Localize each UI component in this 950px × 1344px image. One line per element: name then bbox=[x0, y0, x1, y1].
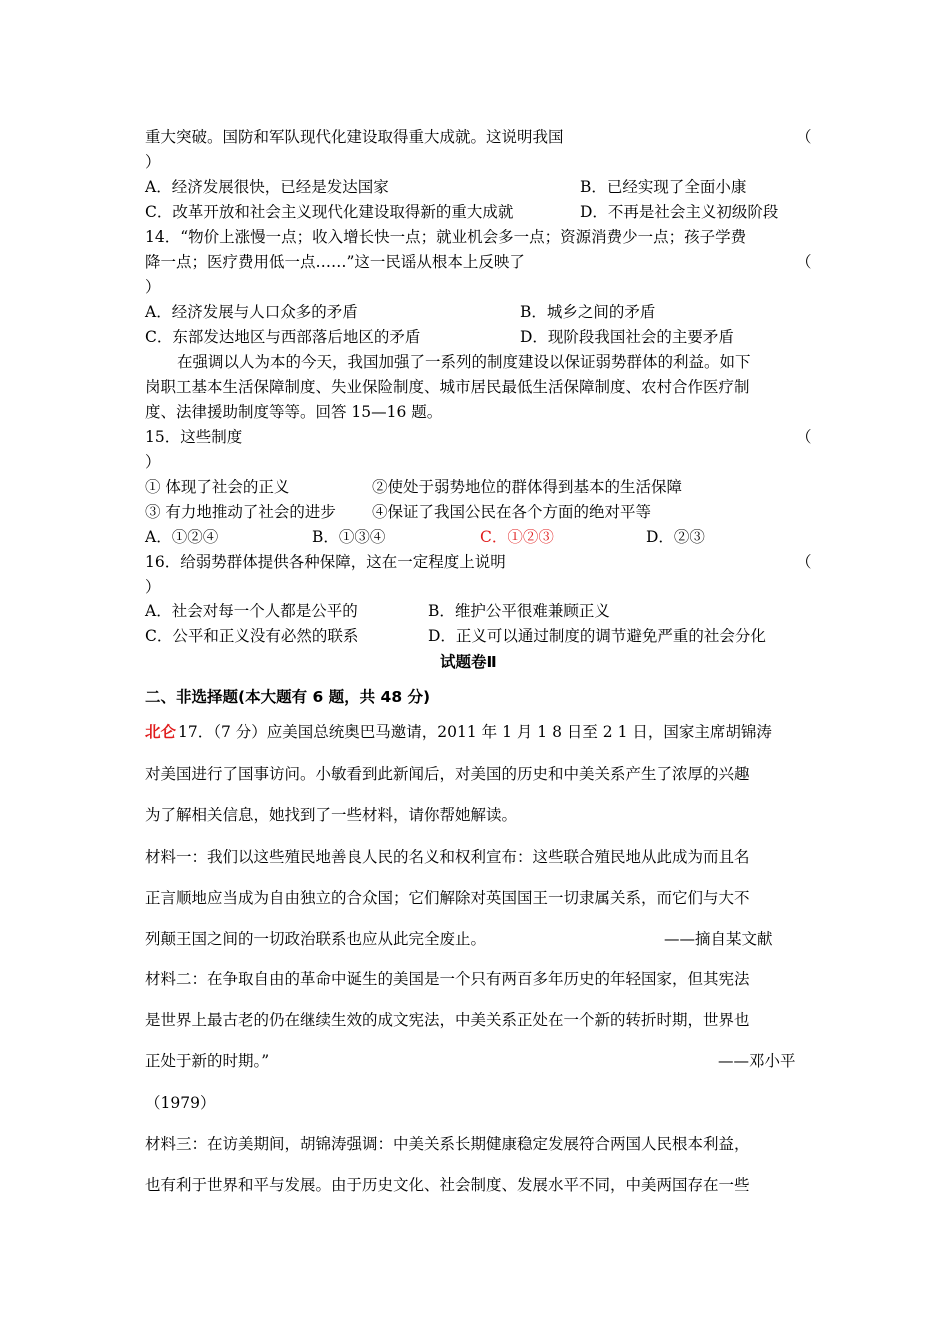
question-14-cont: 降一点；医疗费用低一点……”这一民谣从根本上反映了 bbox=[145, 253, 525, 271]
option-b: B．城乡之间的矛盾 bbox=[520, 303, 656, 321]
text-line: 重大突破。国防和军队现代化建设取得重大成就。这说明我国 bbox=[145, 128, 564, 146]
option-b: B．①③④ bbox=[312, 528, 386, 546]
option-d: D．不再是社会主义初级阶段 bbox=[580, 203, 779, 221]
material-1: 材料一：我们以这些殖民地善良人民的名义和权利宣布：这些联合殖民地从此成为而且名 bbox=[145, 848, 750, 866]
option-c: C．公平和正义没有必然的联系 bbox=[145, 627, 359, 645]
intro-paragraph-cont: 岗职工基本生活保障制度、失业保险制度、城市居民最低生活保障制度、农村合作医疗制 bbox=[145, 378, 750, 396]
option-a: A．经济发展与人口众多的矛盾 bbox=[145, 303, 358, 321]
section-title: 试题卷Ⅱ bbox=[440, 653, 497, 671]
option-c-highlighted: C．①②③ bbox=[480, 528, 554, 546]
material-3: 材料三：在访美期间，胡锦涛强调：中美关系长期健康稳定发展符合两国人民根本利益， bbox=[145, 1135, 750, 1153]
statement-1: ① 体现了社会的正义 bbox=[145, 478, 290, 496]
material-1-cont: 正言顺地应当成为自由独立的合众国；它们解除对英国国王一切隶属关系，而它们与大不 bbox=[145, 889, 750, 907]
answer-paren-open: （ bbox=[796, 253, 812, 271]
option-d: D．②③ bbox=[646, 528, 705, 546]
material-3-cont: 也有利于世界和平与发展。由于历史文化、社会制度、发展水平不同，中美两国存在一些 bbox=[145, 1176, 750, 1194]
answer-paren-close: ） bbox=[145, 453, 161, 471]
option-c: C．东部发达地区与西部落后地区的矛盾 bbox=[145, 328, 421, 346]
material-2-cont: 是世界上最古老的仍在继续生效的成文宪法，中美关系正处在一个新的转折时期，世界也 bbox=[145, 1011, 750, 1029]
question-16: 16．给弱势群体提供各种保障，这在一定程度上说明 bbox=[145, 553, 506, 571]
material-2-year: （1979） bbox=[145, 1094, 216, 1112]
answer-paren-close: ） bbox=[145, 153, 161, 171]
answer-paren-close: ） bbox=[145, 578, 161, 596]
question-17-cont: 对美国进行了国事访问。小敏看到此新闻后，对美国的历史和中美关系产生了浓厚的兴趣 bbox=[145, 765, 750, 783]
question-17-tag: 北仑 bbox=[145, 723, 177, 741]
option-b: B．已经实现了全面小康 bbox=[580, 178, 747, 196]
option-b: B．维护公平很难兼顾正义 bbox=[428, 602, 610, 620]
material-1-source: ——摘自某文献 bbox=[664, 930, 773, 948]
material-2-source: ——邓小平 bbox=[718, 1052, 796, 1070]
material-2: 材料二：在争取自由的革命中诞生的美国是一个只有两百多年历史的年轻国家，但其宪法 bbox=[145, 970, 750, 988]
question-15: 15．这些制度 bbox=[145, 428, 243, 446]
question-17-cont: 为了解相关信息，她找到了一些材料，请你帮她解读。 bbox=[145, 806, 518, 824]
answer-paren-open: （ bbox=[796, 553, 812, 571]
intro-paragraph: 在强调以人为本的今天，我国加强了一系列的制度建设以保证弱势群体的利益。如下 bbox=[177, 353, 751, 371]
answer-paren-open: （ bbox=[796, 428, 812, 446]
option-a: A．社会对每一个人都是公平的 bbox=[145, 602, 358, 620]
question-17: 17．（7 分）应美国总统奥巴马邀请，2011 年 1 月 1 8 日至 2 1 日，国家主席胡锦涛 bbox=[178, 723, 772, 741]
option-d: D．现阶段我国社会的主要矛盾 bbox=[520, 328, 734, 346]
material-2-cont: 正处于新的时期。” bbox=[145, 1052, 270, 1070]
statement-3: ③ 有力地推动了社会的进步 bbox=[145, 503, 336, 521]
option-c: C．改革开放和社会主义现代化建设取得新的重大成就 bbox=[145, 203, 514, 221]
intro-paragraph-cont: 度、法律援助制度等等。回答 15—16 题。 bbox=[145, 403, 443, 421]
statement-2: ②使处于弱势地位的群体得到基本的生活保障 bbox=[372, 478, 683, 496]
option-d: D．正义可以通过制度的调节避免严重的社会分化 bbox=[428, 627, 766, 645]
material-1-cont: 列颠王国之间的一切政治联系也应从此完全废止。 bbox=[145, 930, 487, 948]
statement-4: ④保证了我国公民在各个方面的绝对平等 bbox=[372, 503, 652, 521]
part-heading: 二、非选择题(本大题有 6 题，共 48 分) bbox=[145, 688, 431, 706]
question-14: 14．“物价上涨慢一点；收入增长快一点；就业机会多一点；资源消费少一点；孩子学费 bbox=[145, 228, 747, 246]
answer-paren-open: （ bbox=[796, 128, 812, 146]
answer-paren-close: ） bbox=[145, 278, 161, 296]
option-a: A．①②④ bbox=[145, 528, 219, 546]
option-a: A．经济发展很快，已经是发达国家 bbox=[145, 178, 389, 196]
